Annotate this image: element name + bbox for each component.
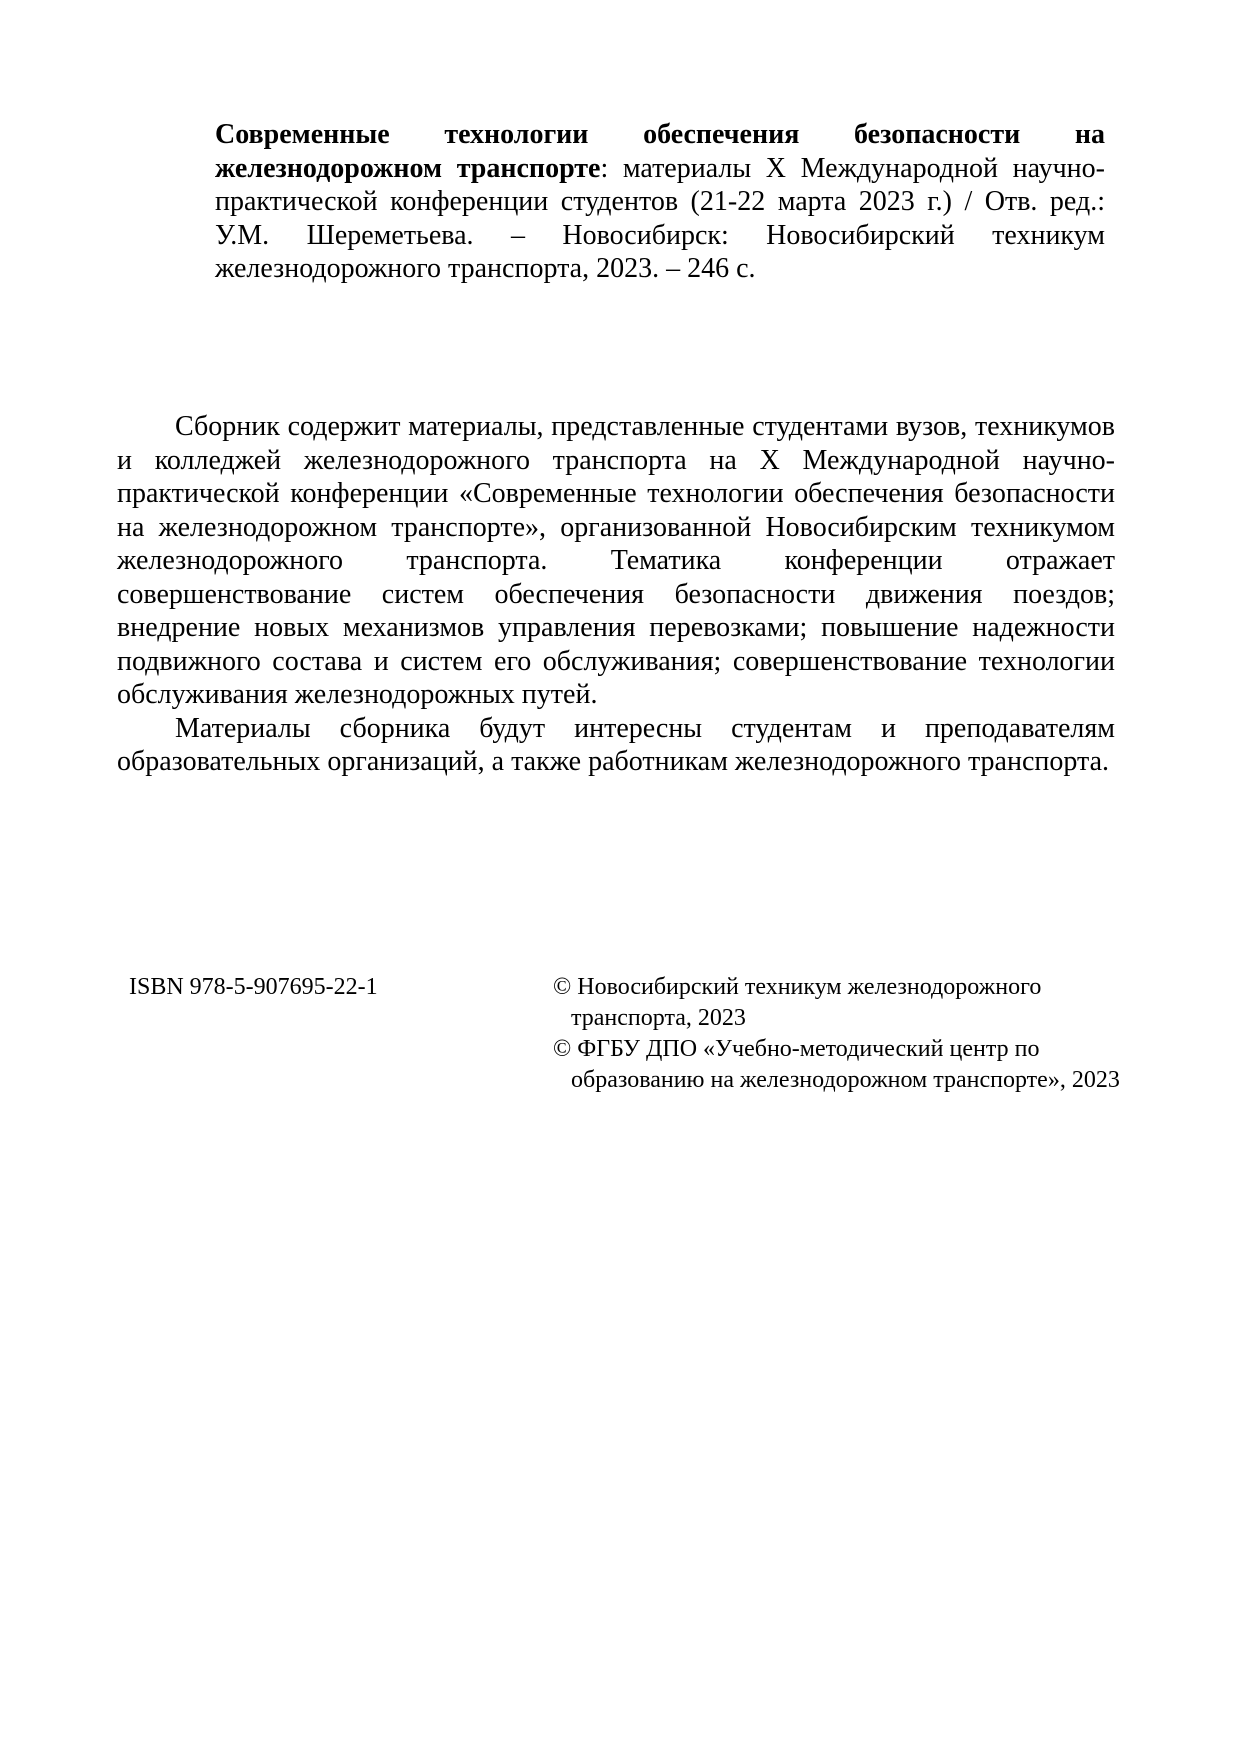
abstract bbox=[117, 410, 1115, 779]
isbn: ISBN 978-5-907695-22-1 bbox=[129, 974, 378, 1000]
bibliographic-record bbox=[215, 118, 1105, 286]
publication-details: : материалы X Международной научно-практической конференции студентов (21-22 марта 2023 г.) / Отв. ред.: У.М. Шереметьева. – Новосибирск: Новосибирский техникум железнодорожного транспорта, 2023. – 246 с. bbox=[215, 152, 1105, 284]
copyright-notice: © Новосибирский техникум железнодорожного транспорта, 2023 bbox=[553, 974, 1042, 1031]
abstract-paragraph: Сборник содержит материалы, представленные студентами вузов, техникумов и колледжей железнодорожного транспорта на X Международной научно-практической конференции «Современные технологии обеспечения безопасности на железнодорожном транспорте», организованной Новосибирским техникумом железнодорожного транспорта. Тематика конференции отражает совершенствование систем обеспечения безопасности движения поездов; внедрение новых механизмов управления перевозками; повышение надежности подвижного состава и систем его обслуживания; совершенствование технологии обслуживания железнодорожных путей. bbox=[117, 411, 1115, 710]
publication-title: Современные технологии обеспечения безопасности на железнодорожном транспорте bbox=[215, 119, 1105, 184]
copyright-block bbox=[553, 972, 1143, 1096]
abstract-paragraph: Материалы сборника будут интересны студентам и преподавателям образовательных организаций, а также работникам железнодорожного транспорта. bbox=[117, 712, 1115, 777]
copyright-notice: © ФГБУ ДПО «Учебно-методический центр по образованию на железнодорожном транспорте», 2023 bbox=[553, 1036, 1120, 1093]
